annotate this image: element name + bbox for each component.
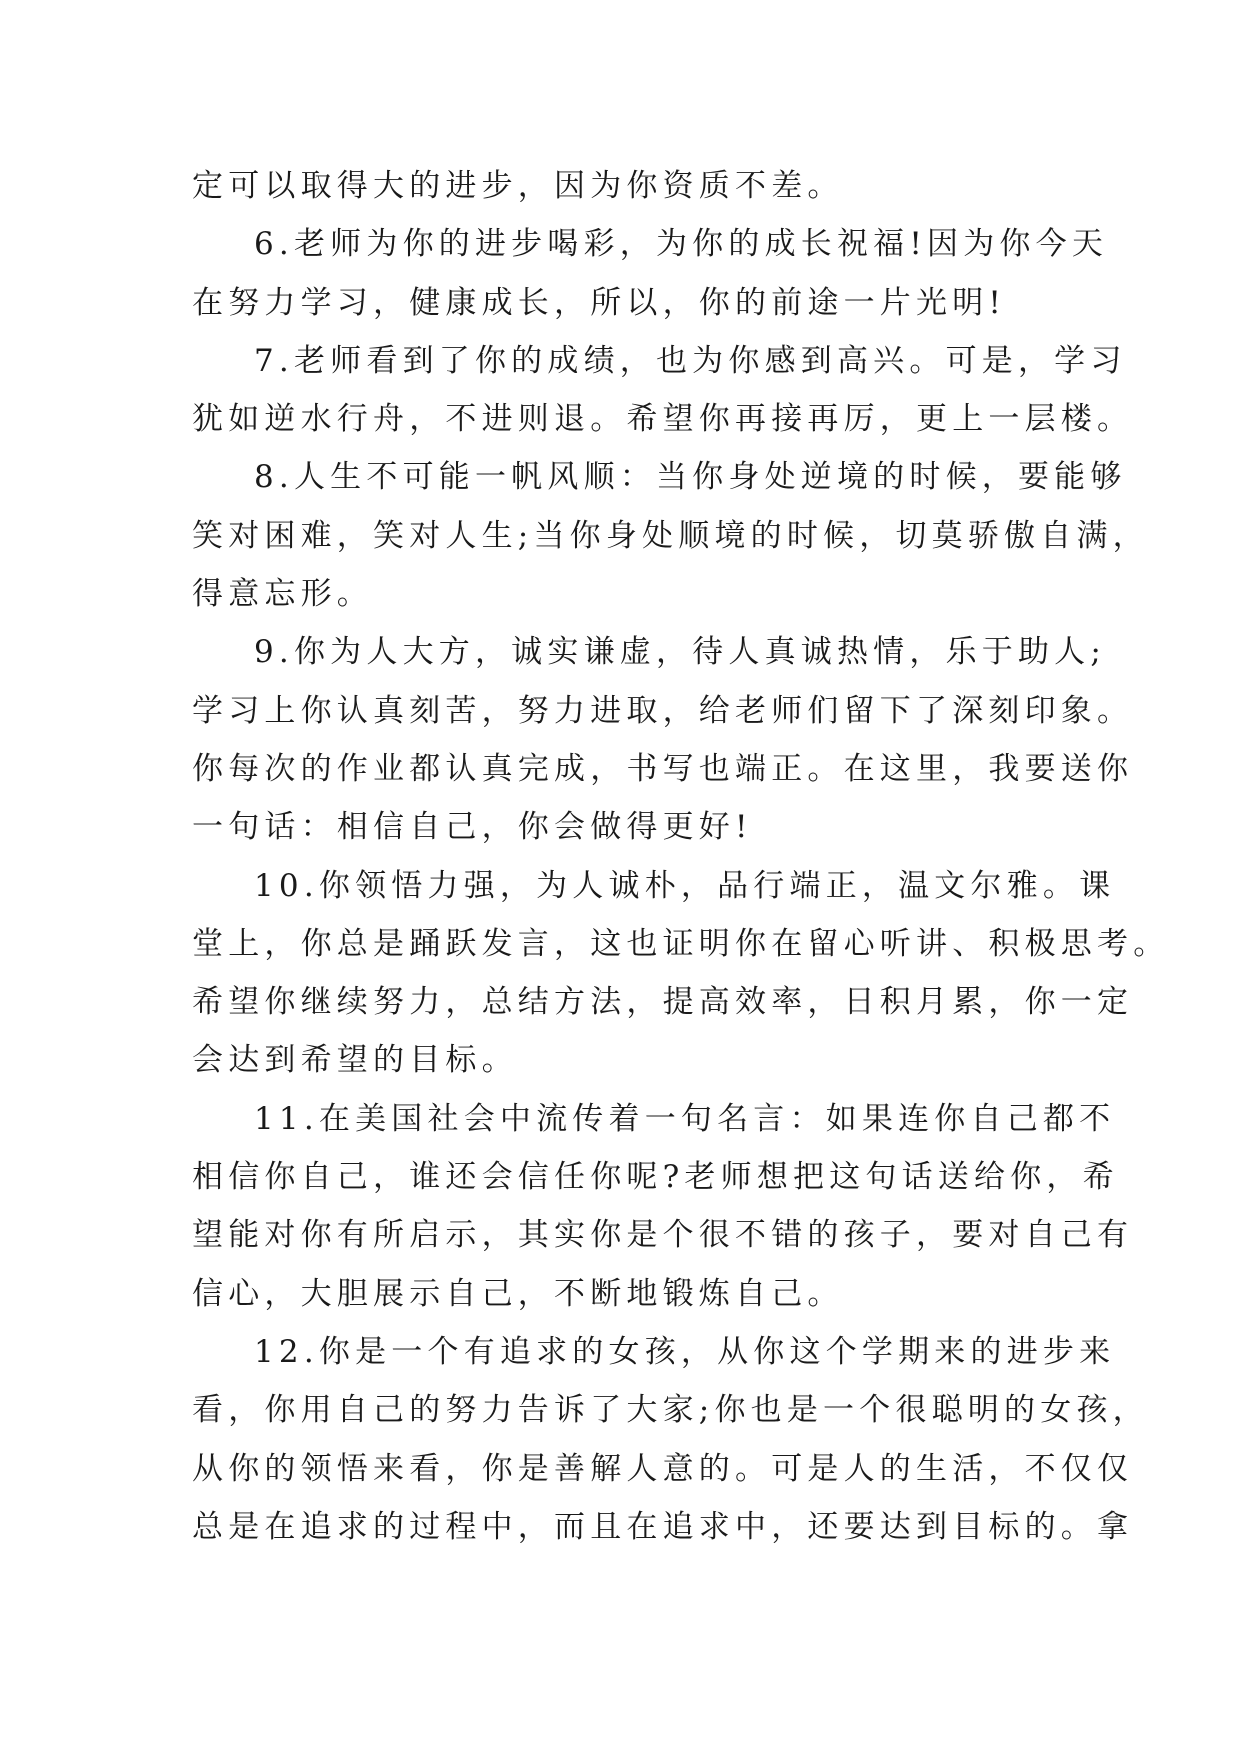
text-line: 总是在追求的过程中，而且在追求中，还要达到目标的。拿 [192, 1508, 1134, 1545]
text-line: 定可以取得大的进步，因为你资质不差。 [192, 168, 844, 204]
text-line: 得意忘形。 [192, 576, 373, 613]
text-line: 希望你继续努力，总结方法，提高效率，日积月累，你一定 [192, 984, 1134, 1021]
text-line: 望能对你有所启示，其实你是个很不错的孩子，要对自己有 [192, 1217, 1134, 1254]
text-line: 看，你用自己的努力告诉了大家;你也是一个很聪明的女孩， [192, 1392, 1149, 1429]
text-line: 相信你自己，谁还会信任你呢?老师想把这句话送给你，希 [192, 1159, 1119, 1196]
text-line: 笑对困难，笑对人生;当你身处顺境的时候，切莫骄傲自满， [192, 517, 1149, 554]
text-line: 你每次的作业都认真完成，书写也端正。在这里，我要送你 [192, 750, 1134, 787]
text-line: 学习上你认真刻苦，努力进取，给老师们留下了深刻印象。 [192, 692, 1134, 729]
paragraph-8-line-1: 8.人生不可能一帆风顺：当你身处逆境的时候，要能够 [254, 459, 1127, 496]
text-line: 会达到希望的目标。 [192, 1042, 518, 1079]
paragraph-10-line-1: 10.你领悟力强，为人诚朴，品行端正，温文尔雅。课 [254, 867, 1116, 904]
paragraph-11-line-1: 11.在美国社会中流传着一句名言：如果连你自己都不 [254, 1100, 1116, 1137]
paragraph-12-line-1: 12.你是一个有追求的女孩，从你这个学期来的进步来 [254, 1333, 1116, 1370]
text-line: 一句话：相信自己，你会做得更好! [192, 809, 753, 846]
paragraph-7-line-1: 7.老师看到了你的成绩，也为你感到高兴。可是，学习 [254, 342, 1127, 379]
paragraph-9-line-1: 9.你为人大方，诚实谦虚，待人真诚热情，乐于助人; [254, 634, 1107, 671]
paragraph-6-line-1: 6.老师为你的进步喝彩，为你的成长祝福!因为你今天 [254, 226, 1109, 263]
document-body [192, 158, 1170, 1557]
text-line: 犹如逆水行舟，不进则退。希望你再接再厉，更上一层楼。 [192, 401, 1134, 438]
text-line: 在努力学习，健康成长，所以，你的前途一片光明! [192, 284, 1007, 321]
text-line: 信心，大胆展示自己，不断地锻炼自己。 [192, 1275, 844, 1312]
text-line: 堂上，你总是踊跃发言，这也证明你在留心听讲、积极思考。 [192, 925, 1170, 962]
text-line: 从你的领悟来看，你是善解人意的。可是人的生活，不仅仅 [192, 1450, 1134, 1487]
